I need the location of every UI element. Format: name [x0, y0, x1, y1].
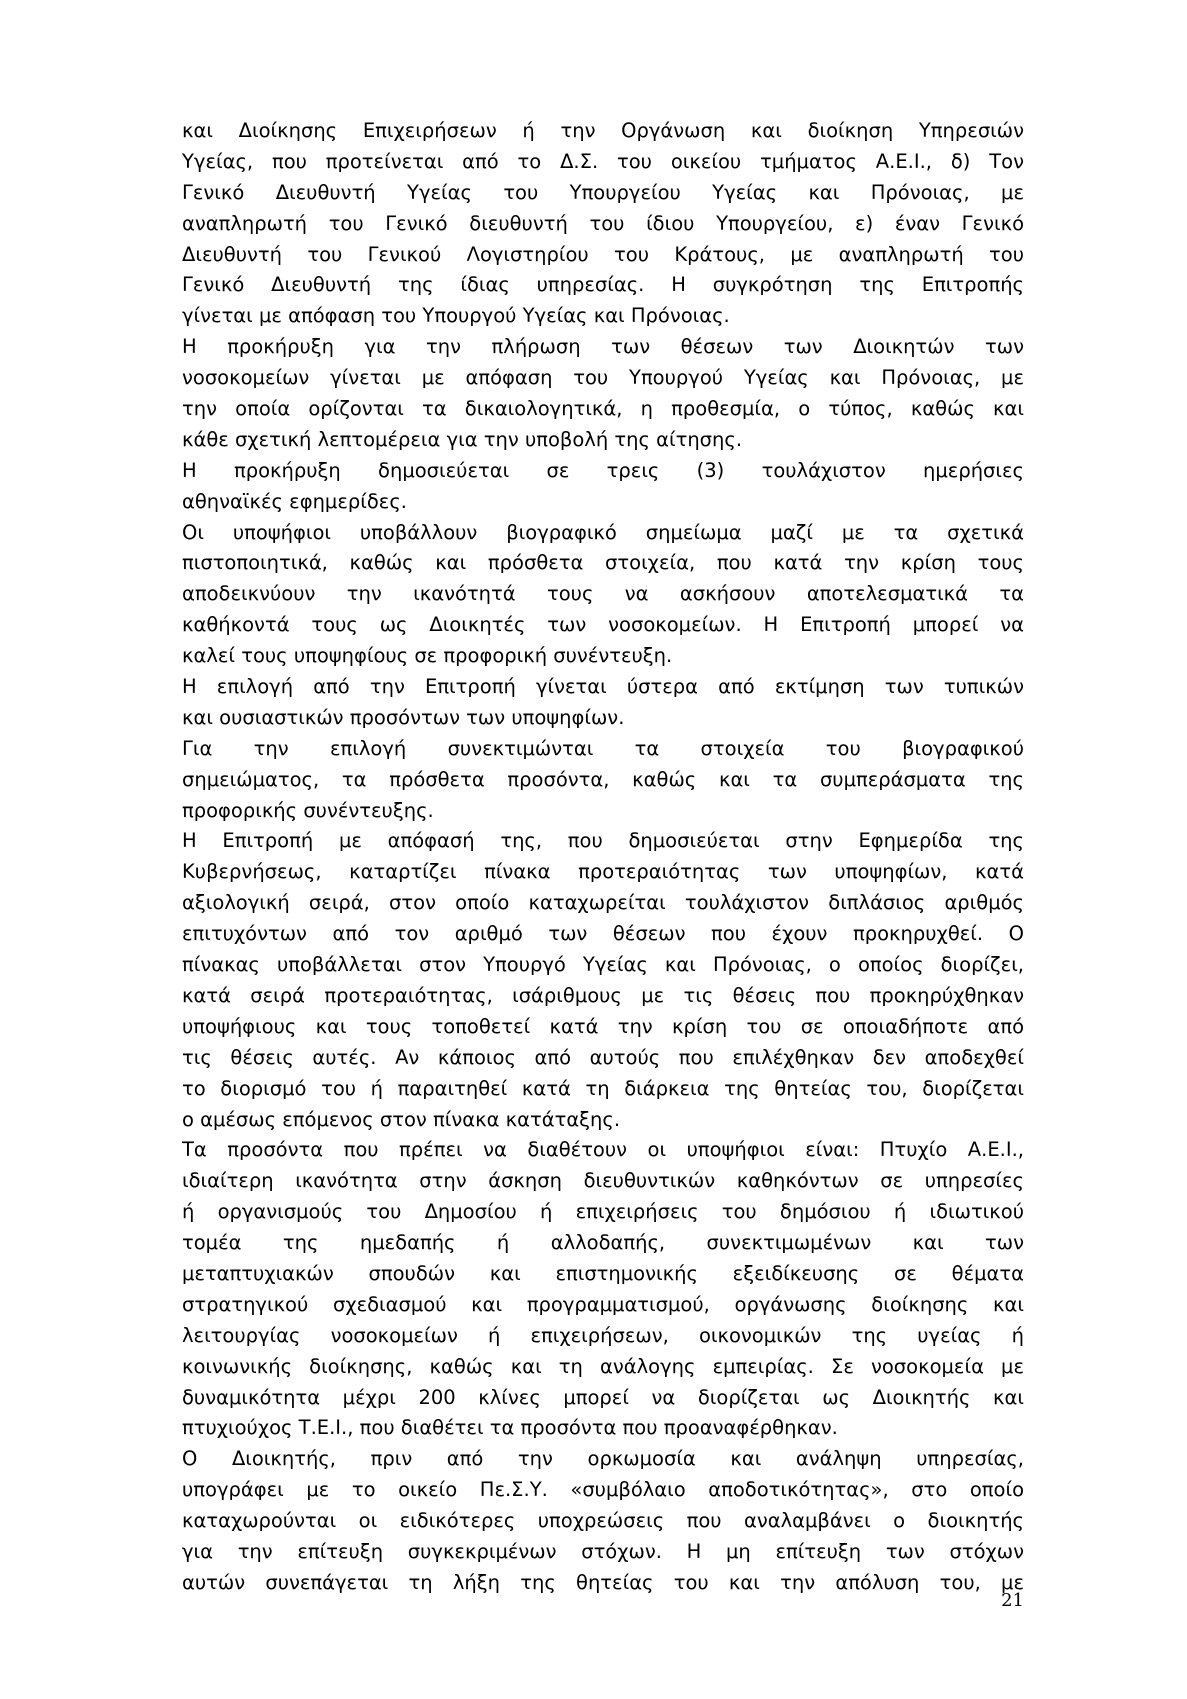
text-line: Τα προσόντα που πρέπει να διαθέτουν οι υποψήφιοι είναι: Πτυχίο Α.Ε.Ι., [182, 1138, 1024, 1162]
text-line: ο αμέσως επόμενος στον πίνακα κατάταξης. [182, 1107, 621, 1131]
text-line: Υγείας, που προτείνεται από το Δ.Σ. του οικείου τμήματος Α.Ε.Ι., δ) Τον [182, 149, 1024, 173]
text-line: πίνακας υποβάλλεται στον Υπουργό Υγείας και Πρόνοιας, ο οποίος διορίζει, [182, 953, 1024, 977]
text-line: για την επίτευξη συγκεκριμένων στόχων. Η μη επίτευξη των στόχων [182, 1539, 1024, 1563]
text-line: Γενικό Διευθυντή της ίδιας υπηρεσίας. Η συγκρότηση της Επιτροπής [182, 273, 1024, 297]
text-line: αθηναϊκές εφημερίδες. [182, 489, 407, 513]
text-line: και Διοίκησης Επιχειρήσεων ή την Οργάνωση και διοίκηση Υπηρεσιών [182, 119, 1024, 142]
text-line: στρατηγικού σχεδιασμού και προγραμματισμού, οργάνωσης διοίκησης και [182, 1292, 1024, 1316]
body-text [182, 116, 1024, 1599]
text-line: τις θέσεις αυτές. Αν κάποιος από αυτούς που επιλέχθηκαν δεν αποδεχθεί [182, 1045, 1024, 1069]
text-line: επιτυχόντων από τον αριθμό των θέσεων που έχουν προκηρυχθεί. Ο [182, 922, 1024, 946]
text-line: ή οργανισμούς του Δημοσίου ή επιχειρήσεις του δημόσιου ή ιδιωτικού [182, 1200, 1024, 1224]
text-line: νοσοκομείων γίνεται με απόφαση του Υπουργού Υγείας και Πρόνοιας, με [182, 366, 1024, 390]
text-line: υποψήφιους και τους τοποθετεί κατά την κρίση του σε οποιαδήποτε από [182, 1014, 1024, 1038]
text-line: Η Επιτροπή με απόφασή της, που δημοσιεύεται στην Εφημερίδα της [182, 829, 1024, 853]
text-line: αξιολογική σειρά, στον οποίο καταχωρείται τουλάχιστον διπλάσιος αριθμός [182, 891, 1024, 915]
text-line: κατά σειρά προτεραιότητας, ισάριθμους με τις θέσεις που προκηρύχθηκαν [182, 983, 1024, 1007]
text-line: λειτουργίας νοσοκομείων ή επιχειρήσεων, οικονομικών της υγείας ή [182, 1323, 1024, 1347]
text-line: Η επιλογή από την Επιτροπή γίνεται ύστερα από εκτίμηση των τυπικών [182, 675, 1024, 699]
text-line: την οποία ορίζονται τα δικαιολογητικά, η προθεσμία, ο τύπος, καθώς και [182, 397, 1024, 421]
text-line: κάθε σχετική λεπτομέρεια για την υποβολή της αίτησης. [182, 427, 743, 451]
text-line: Οι υποψήφιοι υποβάλλουν βιογραφικό σημείωμα μαζί με τα σχετικά [182, 520, 1024, 544]
text-line: καλεί τους υποψηφίους σε προφορική συνέντευξη. [182, 644, 673, 668]
text-line: αυτών συνεπάγεται τη λήξη της θητείας του και την απόλυση του, με [182, 1570, 1024, 1594]
text-line: Η προκήρυξη για την πλήρωση των θέσεων των Διοικητών των [182, 335, 1024, 359]
text-line: γίνεται με απόφαση του Υπουργού Υγείας και Πρόνοιας. [182, 304, 730, 328]
text-line: και ουσιαστικών προσόντων των υποψηφίων. [182, 705, 625, 729]
text-line: καθήκοντά τους ως Διοικητές των νοσοκομείων. Η Επιτροπή μπορεί να [182, 613, 1024, 637]
text-line: Διευθυντή του Γενικού Λογιστηρίου του Κράτους, με αναπληρωτή του [182, 242, 1024, 266]
text-line: Η προκήρυξη δημοσιεύεται σε τρεις (3) τουλάχιστον ημερήσιες [182, 458, 1024, 482]
text-line: τομέα της ημεδαπής ή αλλοδαπής, συνεκτιμωμένων και των [182, 1231, 1024, 1255]
text-line: αποδεικνύουν την ικανότητά τους να ασκήσουν αποτελεσματικά τα [182, 582, 1024, 606]
text-line: ιδιαίτερη ικανότητα στην άσκηση διευθυντικών καθηκόντων σε υπηρεσίες [182, 1169, 1024, 1193]
page-number: 21 [1001, 1590, 1024, 1611]
text-line: Γενικό Διευθυντή Υγείας του Υπουργείου Υγείας και Πρόνοιας, με [182, 180, 1024, 204]
text-line: Για την επιλογή συνεκτιμώνται τα στοιχεία του βιογραφικού [182, 736, 1024, 760]
text-line: μεταπτυχιακών σπουδών και επιστημονικής εξειδίκευσης σε θέματα [182, 1261, 1024, 1285]
text-line: το διορισμό του ή παραιτηθεί κατά τη διάρκεια της θητείας του, διορίζεται [182, 1076, 1024, 1100]
text-line: πιστοποιητικά, καθώς και πρόσθετα στοιχεία, που κατά την κρίση τους [182, 551, 1024, 575]
text-line: σημειώματος, τα πρόσθετα προσόντα, καθώς και τα συμπεράσματα της [182, 767, 1024, 791]
text-line: πτυχιούχος Τ.Ε.Ι., που διαθέτει τα προσόντα που προαναφέρθηκαν. [182, 1416, 838, 1440]
text-line: κοινωνικής διοίκησης, καθώς και τη ανάλογης εμπειρίας. Σε νοσοκομεία με [182, 1354, 1024, 1378]
text-line: καταχωρούνται οι ειδικότερες υποχρεώσεις που αναλαμβάνει ο διοικητής [182, 1509, 1024, 1533]
text-line: προφορικής συνέντευξης. [182, 798, 434, 822]
text-line: δυναμικότητα μέχρι 200 κλίνες μπορεί να διορίζεται ως Διοικητής και [182, 1385, 1024, 1409]
text-line: Κυβερνήσεως, καταρτίζει πίνακα προτεραιότητας των υποψηφίων, κατά [182, 860, 1024, 884]
text-line: Ο Διοικητής, πριν από την ορκωμοσία και ανάληψη υπηρεσίας, [182, 1447, 1024, 1471]
text-line: αναπληρωτή του Γενικό διευθυντή του ίδιου Υπουργείου, ε) έναν Γενικό [182, 211, 1024, 235]
text-line: υπογράφει με το οικείο Πε.Σ.Υ. «συμβόλαιο αποδοτικότητας», στο οποίο [182, 1478, 1024, 1502]
